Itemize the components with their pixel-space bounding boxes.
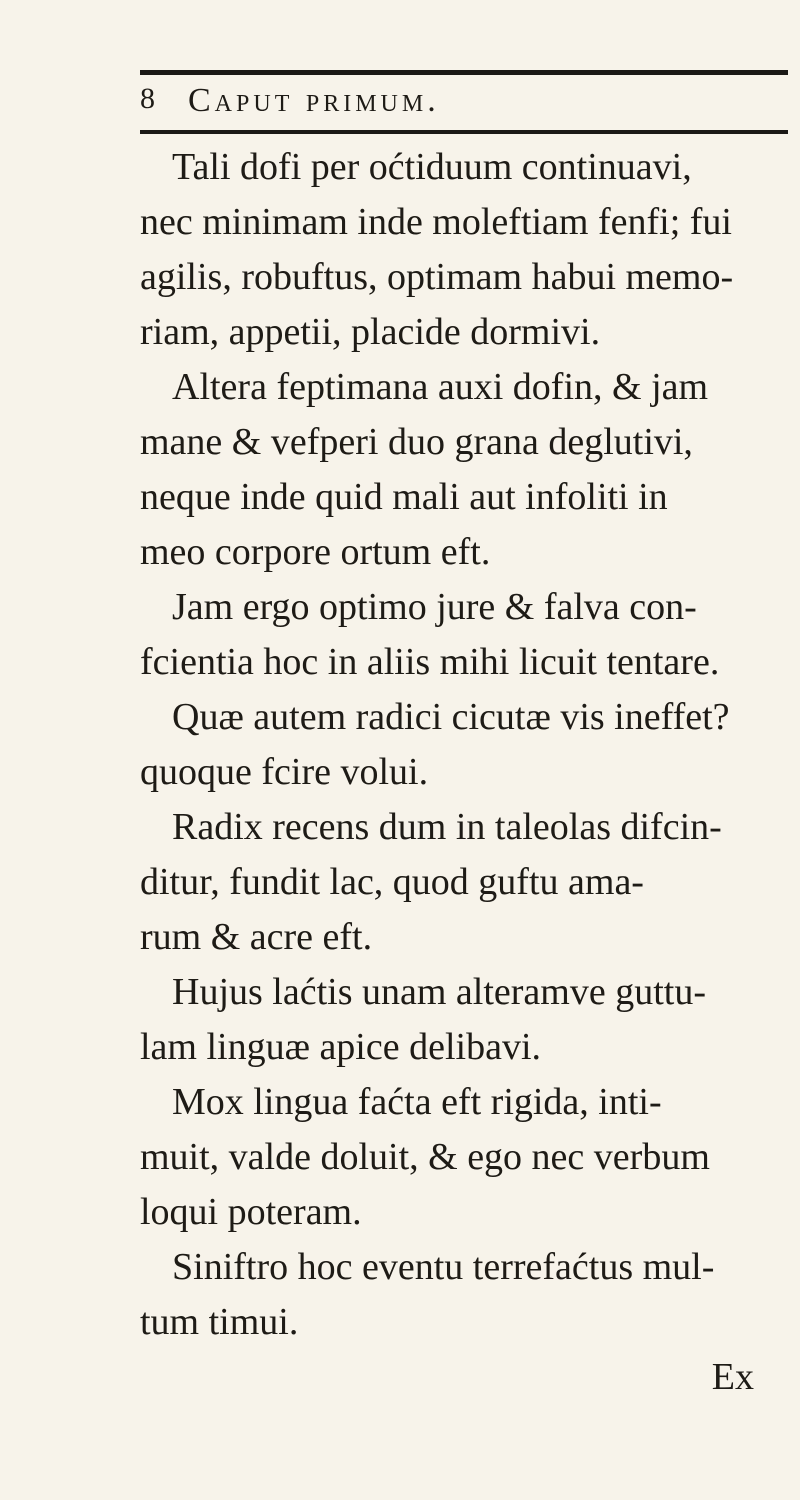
- header-rule-top: [140, 70, 788, 75]
- text-line: ditur, fundit lac, quod guftu ama-: [140, 861, 644, 903]
- running-title: Caput primum.: [188, 82, 440, 119]
- body-text: [140, 140, 790, 1405]
- text-line: meo corpore ortum eft.: [140, 531, 491, 573]
- text-line: lam linguæ apice delibavi.: [140, 1026, 542, 1068]
- text-line: Tali dofi per oćtiduum continuavi,: [172, 146, 692, 188]
- text-line: riam, appetii, placide dormivi.: [140, 311, 601, 353]
- text-line: Siniftro hoc eventu terrefaćtus mul-: [172, 1246, 715, 1288]
- text-line: Radix recens dum in taleolas difcin-: [172, 806, 722, 848]
- text-line: Hujus laćtis unam alteramve guttu-: [172, 971, 706, 1013]
- text-line: Mox lingua faćta eft rigida, inti-: [172, 1081, 662, 1123]
- text-line: mane & vefperi duo grana deglutivi,: [140, 421, 693, 463]
- page-number: 8: [140, 82, 156, 115]
- catchword: Ex: [711, 1356, 754, 1398]
- text-line: fcientia hoc in aliis mihi licuit tentare.: [140, 641, 720, 683]
- header-rule-bottom: [140, 130, 788, 134]
- text-line: Jam ergo optimo jure & falva con-: [172, 586, 697, 628]
- text-line: loqui poteram.: [140, 1191, 362, 1233]
- text-line: muit, valde doluit, & ego nec verbum: [140, 1136, 710, 1178]
- text-line: Altera feptimana auxi dofin, & jam: [172, 366, 709, 408]
- text-line: tum timui.: [140, 1301, 299, 1343]
- text-line: agilis, robuftus, optimam habui memo-: [140, 256, 734, 298]
- text-line: nec minimam inde moleftiam fenfi; fui: [140, 201, 732, 243]
- text-line: neque inde quid mali aut infoliti in: [140, 476, 668, 518]
- page-header: [140, 82, 800, 126]
- text-line: rum & acre eft.: [140, 916, 373, 958]
- text-line: quoque fcire volui.: [140, 751, 429, 793]
- text-line: Quæ autem radici cicutæ vis ineffet?: [172, 696, 730, 738]
